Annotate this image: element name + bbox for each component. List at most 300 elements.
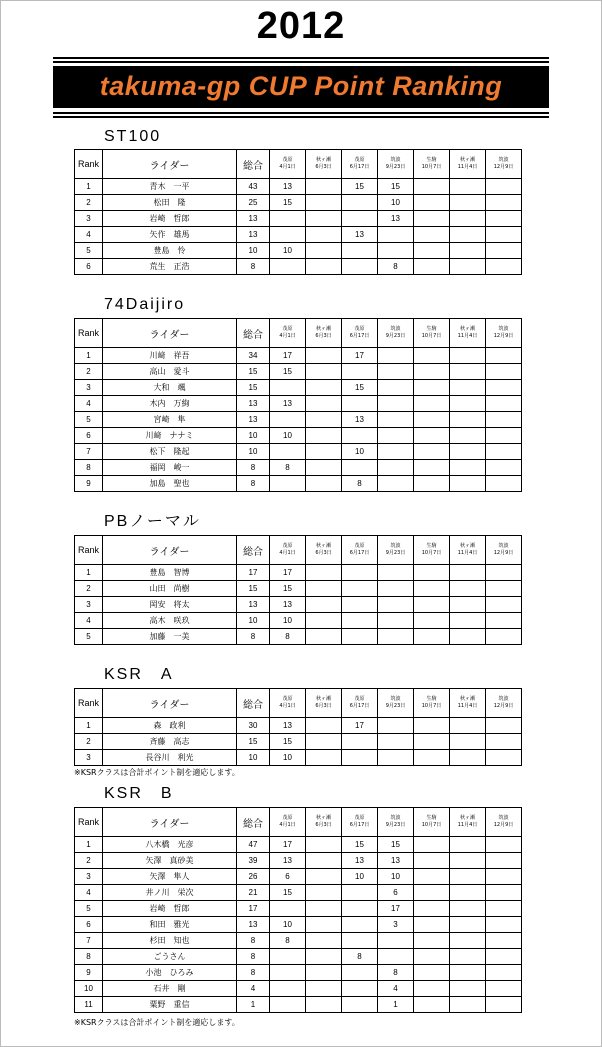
race-venue: 茂原 <box>282 815 293 821</box>
race-date: 12月9日 <box>493 164 514 170</box>
ranking-table <box>74 535 561 645</box>
cell-race-points <box>450 412 486 428</box>
cell-race-points <box>486 613 522 629</box>
header-race <box>270 689 306 718</box>
cell-race-points <box>378 933 414 949</box>
cell-race-points <box>306 476 342 492</box>
header-race <box>306 319 342 348</box>
cell-race-points <box>414 565 450 581</box>
table-header-row <box>75 319 561 348</box>
cell-race-points <box>378 613 414 629</box>
table-row <box>75 195 561 211</box>
cell-race-points <box>486 444 522 460</box>
cell-race-points <box>342 597 378 613</box>
cell-race-points: 13 <box>342 227 378 243</box>
race-venue: 筑波 <box>498 815 509 821</box>
header-total: 総合 <box>237 536 270 565</box>
cell-total: 17 <box>237 565 270 581</box>
cell-race-points <box>342 734 378 750</box>
table-header-row <box>75 689 561 718</box>
banner-rule-top <box>53 57 549 59</box>
cell-rider: 小池 ひろみ <box>103 965 237 981</box>
cell-race-points <box>450 901 486 917</box>
cell-total: 13 <box>237 396 270 412</box>
cell-race-points: 15 <box>342 179 378 195</box>
cell-race-points <box>486 949 522 965</box>
cell-race-points <box>306 259 342 275</box>
cell-race-points <box>306 853 342 869</box>
table-row <box>75 565 561 581</box>
table-row <box>75 460 561 476</box>
cell-race-points <box>486 581 522 597</box>
race-date: 6月3日 <box>315 703 332 709</box>
cell-race-points: 8 <box>270 629 306 645</box>
cell-race-points <box>414 460 450 476</box>
cell-race-points <box>486 460 522 476</box>
cell-race-points <box>306 869 342 885</box>
cell-race-points <box>414 734 450 750</box>
cell-race-points: 17 <box>342 718 378 734</box>
cell-race-points <box>450 476 486 492</box>
cell-race-points: 17 <box>270 837 306 853</box>
cell-race-points <box>270 476 306 492</box>
cell-rank: 1 <box>75 837 103 853</box>
cell-race-points <box>486 853 522 869</box>
cell-race-points <box>486 750 522 766</box>
race-date: 11月4日 <box>457 550 478 556</box>
cell-race-points <box>450 997 486 1013</box>
header-race <box>270 319 306 348</box>
cell-race-points <box>450 933 486 949</box>
cell-race-points <box>378 629 414 645</box>
cell-race-points <box>450 243 486 259</box>
cell-rank: 3 <box>75 211 103 227</box>
race-date: 4月1日 <box>279 703 296 709</box>
cell-race-points <box>450 460 486 476</box>
table-row <box>75 869 561 885</box>
cell-race-points: 15 <box>342 837 378 853</box>
cell-total: 15 <box>237 734 270 750</box>
cell-total: 26 <box>237 869 270 885</box>
cell-rank: 4 <box>75 227 103 243</box>
cell-race-points <box>450 734 486 750</box>
cell-race-points: 10 <box>270 613 306 629</box>
cell-race-points: 13 <box>270 718 306 734</box>
table-row <box>75 981 561 997</box>
cell-race-points <box>414 933 450 949</box>
header-race <box>450 150 486 179</box>
cell-total: 10 <box>237 428 270 444</box>
header-rank: Rank <box>75 536 103 565</box>
cell-rank: 1 <box>75 718 103 734</box>
cell-race-points <box>342 901 378 917</box>
cell-race-points <box>414 629 450 645</box>
table-row <box>75 444 561 460</box>
cell-race-points <box>378 396 414 412</box>
cell-race-points <box>270 997 306 1013</box>
cell-total: 15 <box>237 581 270 597</box>
header-race <box>486 808 522 837</box>
cell-race-points <box>342 581 378 597</box>
race-date: 6月3日 <box>315 550 332 556</box>
race-venue: 筑波 <box>390 543 401 549</box>
table-row <box>75 949 561 965</box>
cell-rider: 粟野 重信 <box>103 997 237 1013</box>
race-date: 10月7日 <box>421 164 442 170</box>
cell-race-points: 15 <box>342 380 378 396</box>
cell-race-points <box>414 597 450 613</box>
cell-race-points <box>414 348 450 364</box>
cell-race-points <box>306 734 342 750</box>
header-total: 総合 <box>237 808 270 837</box>
race-venue: 生駒 <box>426 326 437 332</box>
cell-race-points <box>342 396 378 412</box>
table-row <box>75 917 561 933</box>
race-date: 12月9日 <box>493 703 514 709</box>
cell-rank: 3 <box>75 869 103 885</box>
cell-race-points <box>450 380 486 396</box>
cell-race-points <box>378 460 414 476</box>
cell-rank: 11 <box>75 997 103 1013</box>
cell-race-points <box>342 364 378 380</box>
cell-total: 4 <box>237 981 270 997</box>
header-race <box>342 536 378 565</box>
cell-race-points <box>450 629 486 645</box>
cell-race-points <box>450 981 486 997</box>
cell-total: 13 <box>237 227 270 243</box>
header-race <box>342 808 378 837</box>
cell-race-points: 10 <box>378 869 414 885</box>
cell-race-points <box>486 380 522 396</box>
cell-race-points <box>378 565 414 581</box>
cell-race-points <box>270 981 306 997</box>
cell-rider: 青木 一平 <box>103 179 237 195</box>
header-race <box>270 536 306 565</box>
cell-total: 13 <box>237 211 270 227</box>
cell-race-points <box>486 869 522 885</box>
header-race <box>450 536 486 565</box>
cell-total: 1 <box>237 997 270 1013</box>
cell-rider: 和田 雅光 <box>103 917 237 933</box>
header-race <box>450 319 486 348</box>
cell-race-points <box>270 259 306 275</box>
cell-race-points <box>342 885 378 901</box>
cell-race-points: 10 <box>270 428 306 444</box>
header-race <box>378 319 414 348</box>
cell-race-points: 17 <box>270 565 306 581</box>
race-venue: 筑波 <box>498 543 509 549</box>
cell-total: 17 <box>237 901 270 917</box>
cell-race-points <box>414 412 450 428</box>
race-date: 11月4日 <box>457 164 478 170</box>
cell-race-points <box>342 259 378 275</box>
table-row <box>75 476 561 492</box>
cell-rider: ごうさん <box>103 949 237 965</box>
cell-race-points: 8 <box>270 933 306 949</box>
cell-race-points <box>342 629 378 645</box>
race-venue: 生駒 <box>426 543 437 549</box>
cell-race-points <box>306 243 342 259</box>
cell-race-points <box>414 869 450 885</box>
cell-race-points <box>306 348 342 364</box>
cell-race-points <box>378 734 414 750</box>
cell-race-points: 8 <box>342 476 378 492</box>
cell-rank: 2 <box>75 734 103 750</box>
header-race <box>378 150 414 179</box>
cell-rank: 5 <box>75 901 103 917</box>
cell-race-points <box>450 428 486 444</box>
cell-race-points <box>342 917 378 933</box>
cell-race-points <box>486 885 522 901</box>
race-venue: 茂原 <box>354 326 365 332</box>
cell-race-points <box>486 965 522 981</box>
cell-race-points <box>450 917 486 933</box>
header-race <box>450 808 486 837</box>
cell-race-points <box>306 613 342 629</box>
cell-rider: 松田 隆 <box>103 195 237 211</box>
banner-rule-bottom-2 <box>53 116 549 118</box>
cell-race-points <box>486 243 522 259</box>
cell-total: 30 <box>237 718 270 734</box>
ranking-table <box>74 688 561 766</box>
race-date: 10月7日 <box>421 550 442 556</box>
section-title: PBノーマル <box>104 513 201 530</box>
header-race <box>270 808 306 837</box>
cell-race-points <box>450 259 486 275</box>
race-venue: 筑波 <box>390 696 401 702</box>
race-venue: 茂原 <box>354 696 365 702</box>
cell-race-points <box>450 949 486 965</box>
cell-race-points <box>486 933 522 949</box>
race-date: 9月23日 <box>385 164 406 170</box>
cell-total: 47 <box>237 837 270 853</box>
table-row <box>75 837 561 853</box>
race-venue: 秋ヶ瀬 <box>459 696 475 702</box>
race-date: 9月23日 <box>385 703 406 709</box>
ranking-table <box>74 318 561 492</box>
cell-race-points: 15 <box>270 734 306 750</box>
header-race <box>306 536 342 565</box>
header-race <box>486 319 522 348</box>
cell-race-points: 8 <box>342 949 378 965</box>
ksr-note-b: ※KSRクラスは合計ポイント制を適応します。 <box>74 1018 240 1027</box>
cell-rider: 松下 隆起 <box>103 444 237 460</box>
header-rank: Rank <box>75 808 103 837</box>
cell-rank: 2 <box>75 195 103 211</box>
cell-race-points <box>414 396 450 412</box>
cell-race-points <box>306 581 342 597</box>
cell-race-points <box>450 565 486 581</box>
cell-race-points: 15 <box>270 364 306 380</box>
section-title: KSR A <box>104 666 174 683</box>
cell-race-points: 17 <box>378 901 414 917</box>
cell-total: 8 <box>237 949 270 965</box>
cell-total: 43 <box>237 179 270 195</box>
cell-race-points <box>450 853 486 869</box>
cell-race-points <box>270 380 306 396</box>
cell-race-points <box>306 444 342 460</box>
cell-race-points <box>378 581 414 597</box>
cell-race-points <box>414 965 450 981</box>
cell-total: 8 <box>237 965 270 981</box>
cell-rider: 高木 咲玖 <box>103 613 237 629</box>
table-row <box>75 380 561 396</box>
cell-race-points <box>378 718 414 734</box>
cell-total: 13 <box>237 917 270 933</box>
cell-race-points <box>306 933 342 949</box>
cell-total: 8 <box>237 933 270 949</box>
cell-rank: 2 <box>75 581 103 597</box>
table-row <box>75 629 561 645</box>
header-race <box>486 536 522 565</box>
cell-race-points <box>378 428 414 444</box>
cell-race-points: 1 <box>378 997 414 1013</box>
cell-race-points <box>270 227 306 243</box>
table-row <box>75 933 561 949</box>
cell-race-points <box>414 853 450 869</box>
cell-race-points <box>414 179 450 195</box>
cell-race-points <box>450 195 486 211</box>
cell-race-points <box>486 597 522 613</box>
cell-total: 13 <box>237 597 270 613</box>
cell-race-points <box>486 428 522 444</box>
cell-rider: 岡安 将太 <box>103 597 237 613</box>
cell-race-points <box>342 211 378 227</box>
cell-total: 21 <box>237 885 270 901</box>
cell-race-points <box>270 412 306 428</box>
cell-rank: 8 <box>75 949 103 965</box>
section-title: KSR B <box>104 785 174 802</box>
cell-race-points: 6 <box>270 869 306 885</box>
cell-race-points <box>450 227 486 243</box>
race-date: 4月1日 <box>279 822 296 828</box>
cell-race-points <box>270 901 306 917</box>
cell-rider: 矢作 雄馬 <box>103 227 237 243</box>
header-race <box>486 150 522 179</box>
table-row <box>75 997 561 1013</box>
cell-race-points <box>378 364 414 380</box>
header-rider: ライダー <box>103 689 237 718</box>
cell-race-points <box>486 734 522 750</box>
cell-race-points <box>306 412 342 428</box>
cell-rank: 3 <box>75 750 103 766</box>
header-rider: ライダー <box>103 319 237 348</box>
cell-race-points <box>342 997 378 1013</box>
cell-race-points: 13 <box>270 853 306 869</box>
header-total: 総合 <box>237 319 270 348</box>
cell-total: 15 <box>237 380 270 396</box>
cell-race-points <box>306 428 342 444</box>
header-race <box>414 319 450 348</box>
race-date: 6月17日 <box>349 333 370 339</box>
cell-race-points <box>486 917 522 933</box>
cell-race-points <box>486 837 522 853</box>
cell-race-points: 10 <box>342 869 378 885</box>
cell-rider: 大和 颯 <box>103 380 237 396</box>
race-venue: 筑波 <box>390 157 401 163</box>
cell-race-points <box>342 195 378 211</box>
cell-race-points <box>306 629 342 645</box>
cell-race-points <box>342 460 378 476</box>
table-row <box>75 853 561 869</box>
cell-race-points <box>486 997 522 1013</box>
cell-race-points <box>414 380 450 396</box>
race-date: 10月7日 <box>421 333 442 339</box>
cell-rider: 八木橋 光彦 <box>103 837 237 853</box>
section-title: 74Daijiro <box>104 296 186 313</box>
race-venue: 生駒 <box>426 157 437 163</box>
cell-race-points <box>450 348 486 364</box>
cell-race-points: 3 <box>378 917 414 933</box>
race-date: 9月23日 <box>385 333 406 339</box>
section-title: ST100 <box>104 128 162 145</box>
cell-rider: 長谷川 利光 <box>103 750 237 766</box>
cell-race-points: 15 <box>270 581 306 597</box>
cell-race-points <box>378 227 414 243</box>
ranking-table <box>74 807 561 1013</box>
cell-race-points <box>270 965 306 981</box>
table-row <box>75 259 561 275</box>
cell-race-points <box>342 750 378 766</box>
header-total: 総合 <box>237 689 270 718</box>
header-rank: Rank <box>75 319 103 348</box>
header-race <box>378 689 414 718</box>
cell-race-points: 8 <box>270 460 306 476</box>
race-venue: 筑波 <box>390 326 401 332</box>
cell-race-points <box>306 885 342 901</box>
race-date: 6月3日 <box>315 333 332 339</box>
header-race <box>414 150 450 179</box>
race-venue: 茂原 <box>354 157 365 163</box>
ranking-table <box>74 149 561 275</box>
cell-race-points <box>306 901 342 917</box>
cell-rider: 豊島 智博 <box>103 565 237 581</box>
cell-race-points <box>306 965 342 981</box>
cell-race-points <box>414 718 450 734</box>
cell-race-points <box>306 981 342 997</box>
cell-race-points: 8 <box>378 965 414 981</box>
cell-race-points <box>414 259 450 275</box>
table-row <box>75 613 561 629</box>
cell-race-points <box>342 613 378 629</box>
cell-rider: 福岡 峻一 <box>103 460 237 476</box>
cell-race-points <box>306 750 342 766</box>
cell-race-points: 15 <box>270 195 306 211</box>
cell-race-points: 10 <box>270 243 306 259</box>
table-header-row <box>75 536 561 565</box>
cell-race-points <box>306 718 342 734</box>
banner-title: takuma-gp CUP Point Ranking <box>99 71 503 101</box>
cell-rank: 6 <box>75 428 103 444</box>
cell-race-points: 13 <box>270 597 306 613</box>
race-venue: 秋ヶ瀬 <box>315 696 331 702</box>
race-date: 6月17日 <box>349 822 370 828</box>
race-date: 12月9日 <box>493 333 514 339</box>
cell-total: 8 <box>237 460 270 476</box>
cell-rider: 加藤 一美 <box>103 629 237 645</box>
cell-rider: 豊島 怜 <box>103 243 237 259</box>
cell-race-points <box>450 885 486 901</box>
cell-total: 8 <box>237 476 270 492</box>
cell-rank: 9 <box>75 965 103 981</box>
cell-rank: 4 <box>75 613 103 629</box>
race-date: 12月9日 <box>493 550 514 556</box>
cell-race-points <box>486 981 522 997</box>
cell-total: 10 <box>237 243 270 259</box>
cell-race-points <box>414 195 450 211</box>
cell-rank: 7 <box>75 933 103 949</box>
race-venue: 生駒 <box>426 696 437 702</box>
